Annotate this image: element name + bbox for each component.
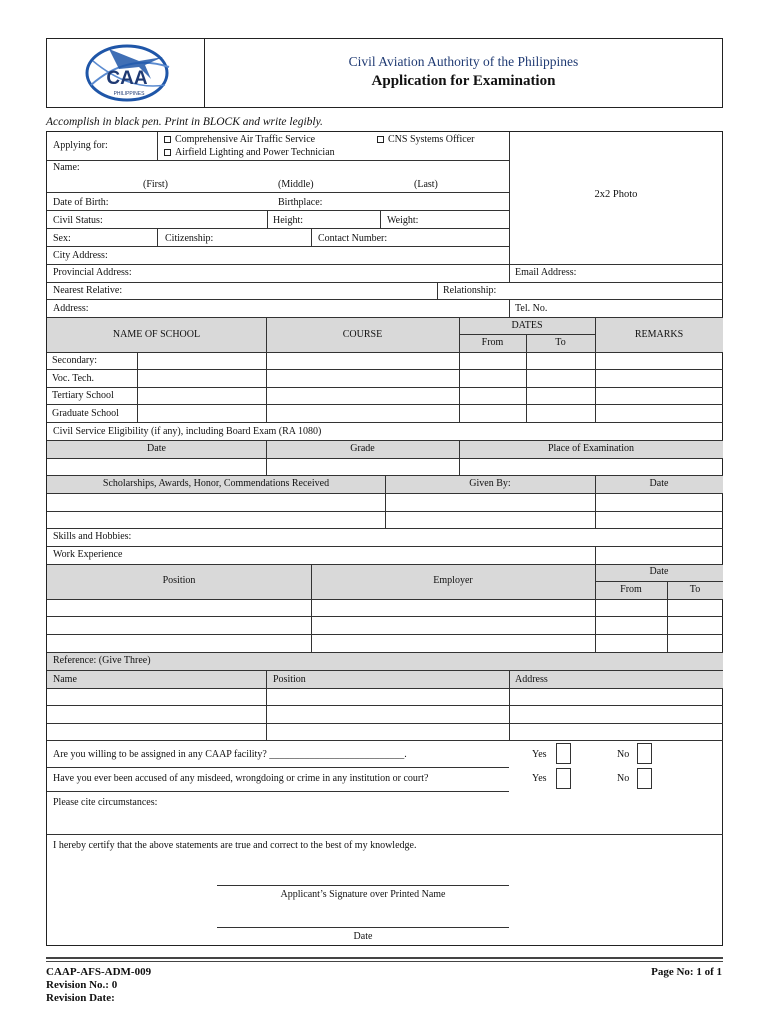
weight-field[interactable]: Weight: (387, 215, 419, 226)
photo-placeholder: 2x2 Photo (594, 189, 638, 200)
date-caption: Date (353, 931, 373, 942)
reference-name-header: Name (53, 674, 77, 685)
work-to-header: To (689, 584, 701, 595)
work-employer-header: Employer (433, 575, 473, 586)
education-level-voc-tech: Voc. Tech. (52, 373, 94, 384)
tel-no-field[interactable]: Tel. No. (515, 303, 548, 314)
agency-name: Civil Aviation Authority of the Philippines (348, 54, 579, 69)
education-level-secondary: Secondary: (52, 355, 97, 366)
education-from-header: From (481, 337, 504, 348)
logo-cell (47, 39, 205, 107)
civil-status-field[interactable]: Civil Status: (53, 215, 103, 226)
reference-position-header: Position (273, 674, 306, 685)
footer-rule-top (46, 957, 723, 959)
nearest-relative-field[interactable]: Nearest Relative: (53, 285, 123, 296)
citizenship-field[interactable]: Citizenship: (165, 233, 214, 244)
school-name-header: NAME OF SCHOOL (112, 329, 201, 340)
awards-given-by-header: Given By: (469, 478, 511, 489)
awards-header: Scholarships, Awards, Honor, Commendations Received (102, 478, 330, 489)
q1-no-label: No (617, 749, 630, 760)
form-title: Application for Examination (371, 73, 556, 89)
question-accused-of-misdeed: Have you ever been accused of any misdeed, wrongdoing or crime in any institution or court? (53, 773, 429, 784)
city-address-field[interactable]: City Address: (53, 250, 108, 261)
education-level-tertiary: Tertiary School (52, 390, 114, 401)
sex-field[interactable]: Sex: (53, 233, 71, 244)
checkbox-icon (377, 136, 384, 143)
work-date-header: Date (649, 566, 669, 577)
dates-header: DATES (511, 320, 543, 331)
eligibility-date-header: Date (147, 443, 166, 454)
reference-label: Reference: (Give Three) (53, 655, 151, 666)
caa-logo (47, 39, 205, 109)
revision-number: Revision No.: 0 (46, 979, 118, 991)
skills-hobbies-field[interactable]: Skills and Hobbies: (53, 531, 132, 542)
form-code: CAAP-AFS-ADM-009 (46, 966, 152, 978)
certification-statement: I hereby certify that the above statements are true and correct to the best of my knowledge. (53, 840, 417, 851)
circumstances-field[interactable]: Please cite circumstances: (53, 797, 158, 808)
eligibility-grade-header: Grade (350, 443, 375, 454)
option-airfield-lighting[interactable]: Airfield Lighting and Power Technician (164, 147, 335, 159)
q1-yes-label: Yes (532, 749, 547, 760)
q2-yes-checkbox[interactable] (556, 768, 571, 789)
height-field[interactable]: Height: (273, 215, 303, 226)
work-position-header: Position (162, 575, 196, 586)
signature-caption: Applicant’s Signature over Printed Name (280, 889, 446, 900)
last-name-caption: (Last) (414, 179, 438, 190)
logo-subtext: PHILIPPINES (113, 91, 145, 97)
q2-no-checkbox[interactable] (637, 768, 652, 789)
instruction: Accomplish in black pen. Print in BLOCK and write legibly. (46, 116, 323, 128)
q1-no-checkbox[interactable] (637, 743, 652, 764)
work-experience-label: Work Experience (53, 549, 123, 560)
reference-header-bg (47, 670, 723, 688)
signature-line (217, 885, 509, 886)
applying-for-label: Applying for: (53, 140, 108, 151)
checkbox-icon (164, 136, 171, 143)
work-from-header: From (620, 584, 642, 595)
email-address-field[interactable]: Email Address: (515, 267, 577, 278)
page-number: Page No: 1 of 1 (651, 966, 722, 978)
contact-number-field[interactable]: Contact Number: (318, 233, 388, 244)
reference-address-header: Address (515, 674, 548, 685)
relationship-field[interactable]: Relationship: (443, 285, 497, 296)
question-willing-to-be-assigned: Are you willing to be assigned in any CAAP facility? ___________________________. (53, 749, 407, 760)
q1-yes-checkbox[interactable] (556, 743, 571, 764)
first-name-caption: (First) (143, 179, 168, 190)
eligibility-label: Civil Service Eligibility (if any), including Board Exam (RA 1080) (53, 426, 322, 437)
checkbox-icon (164, 149, 171, 156)
provincial-address-field[interactable]: Provincial Address: (53, 267, 132, 278)
q2-yes-label: Yes (532, 773, 547, 784)
remarks-header: REMARKS (634, 329, 684, 340)
application-form (46, 131, 723, 946)
option-comprehensive-ats[interactable]: Comprehensive Air Traffic Service (164, 134, 315, 146)
education-level-graduate: Graduate School (52, 408, 119, 419)
footer-rule-bottom (46, 961, 723, 962)
option-cns-systems-officer[interactable]: CNS Systems Officer (377, 134, 474, 146)
eligibility-place-header: Place of Examination (547, 443, 635, 454)
course-header: COURSE (342, 329, 383, 340)
date-line[interactable] (217, 927, 509, 928)
form-header (46, 38, 723, 108)
date-of-birth-field[interactable]: Date of Birth: (53, 197, 109, 208)
revision-date: Revision Date: (46, 992, 115, 1004)
birthplace-field[interactable]: Birthplace: (278, 197, 323, 208)
q2-no-label: No (617, 773, 630, 784)
education-to-header: To (555, 337, 566, 348)
logo-text: CAA (106, 68, 148, 89)
awards-date-header: Date (649, 478, 669, 489)
relative-address-field[interactable]: Address: (53, 303, 89, 314)
name-field[interactable]: Name: (53, 162, 80, 173)
middle-name-caption: (Middle) (278, 179, 314, 190)
